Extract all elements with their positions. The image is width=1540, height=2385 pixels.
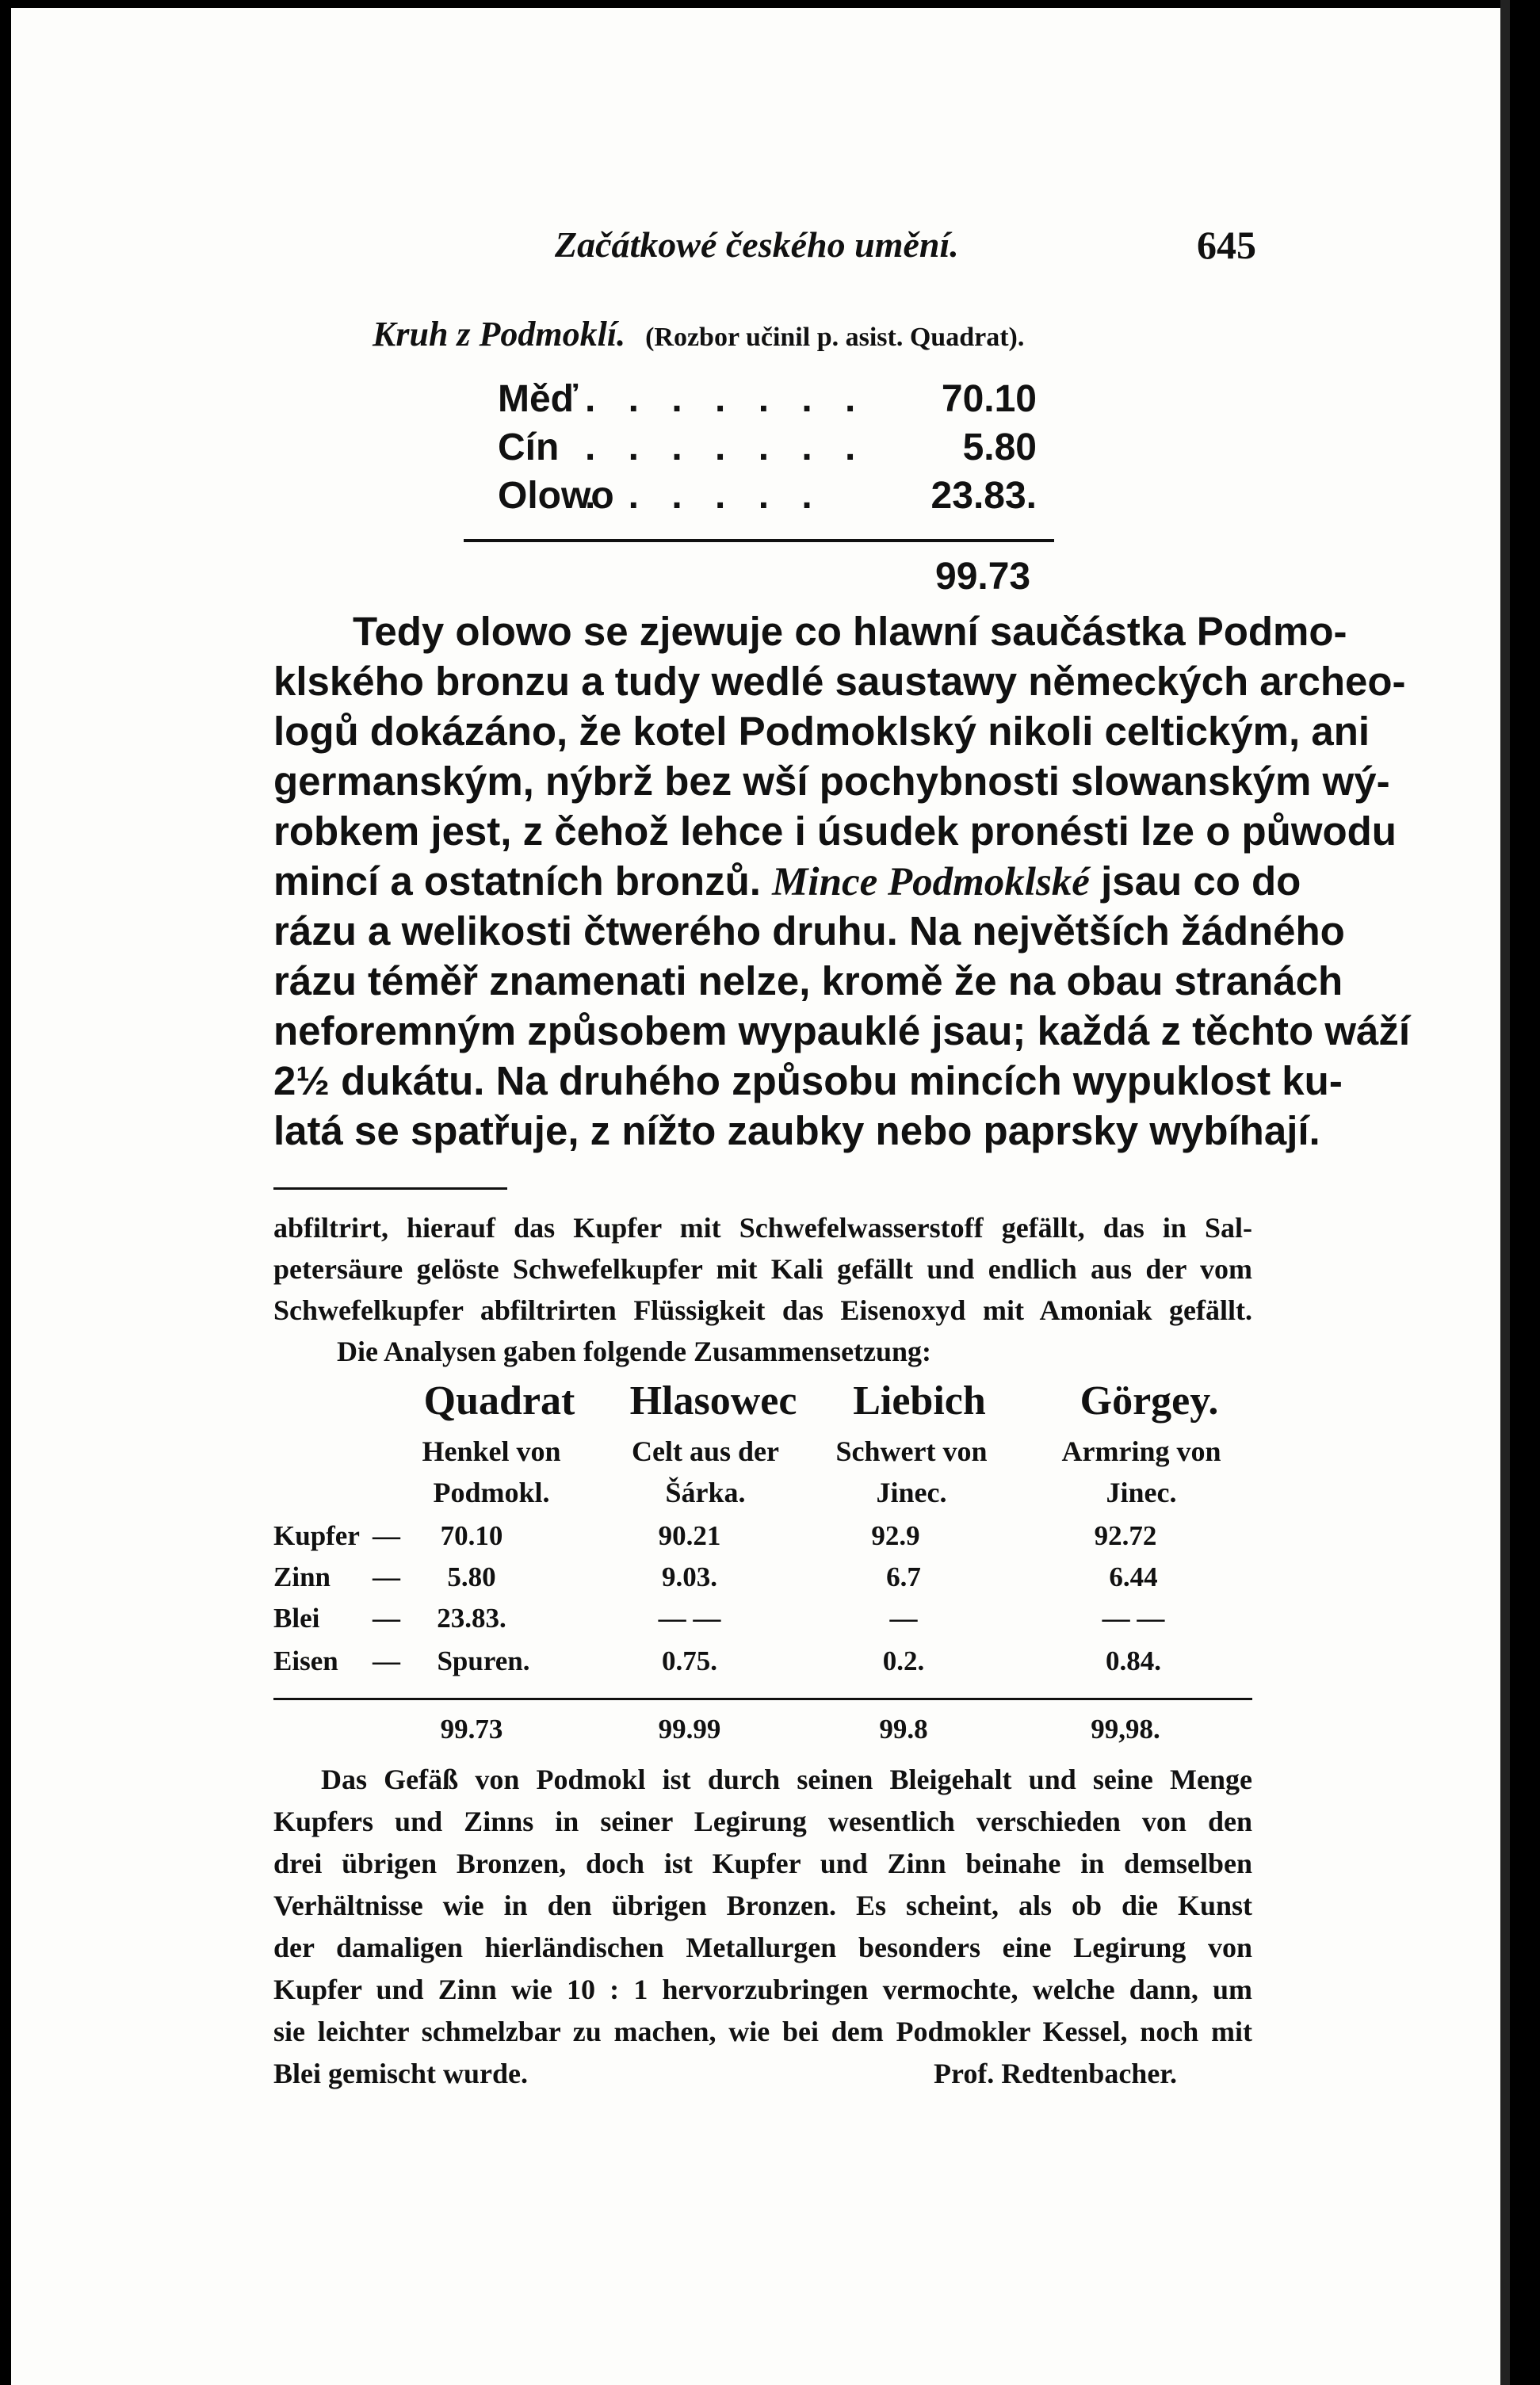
- analysis-heading: [373, 314, 1024, 354]
- paragraph-line: logů dokázáno, že kotel Podmoklský nikoli celtickým, ani: [273, 709, 1370, 754]
- composition-row: [498, 377, 1037, 425]
- table-cell: 6.7: [886, 1561, 921, 1592]
- table-total: 99.99: [658, 1714, 721, 1745]
- closing-line: Blei gemischt wurde.: [273, 2058, 528, 2089]
- table-subheader: Schwert von: [835, 1435, 988, 1467]
- closing-line: der damaligen hierländischen Metallurgen besonders eine Legirung von: [273, 1932, 1252, 1963]
- table-header: Liebich: [853, 1378, 986, 1424]
- table-cell: 5.80: [447, 1561, 496, 1592]
- analysis-name: Kruh z Podmoklí.: [373, 315, 626, 354]
- composition-label: Cín: [498, 426, 560, 468]
- composition-label: Měď: [498, 378, 579, 420]
- row-label: Eisen: [273, 1645, 338, 1676]
- closing-line: Verhältnisse wie in den übrigen Bronzen. Es scheint, als ob die Kunst: [273, 1890, 1252, 1921]
- main-paragraph: [273, 606, 1411, 1156]
- paragraph-line: germanským, nýbrž bez wší pochybnosti slowanským wý-: [273, 759, 1390, 804]
- analysis-note: (Rozbor učinil p. asist. Quadrat).: [645, 323, 1025, 352]
- footnote-line: abfiltrirt, hierauf das Kupfer mit Schwefelwasserstoff gefällt, das in Sal-: [273, 1212, 1252, 1244]
- composition-label: Olowo: [498, 475, 614, 517]
- table-subheader: Henkel von: [422, 1435, 561, 1467]
- table-sum-rule: [273, 1698, 1252, 1700]
- paragraph-line: klského bronzu a tudy wedlé saustawy německých archeo-: [273, 659, 1406, 704]
- row-dash: —: [373, 1645, 400, 1676]
- scan-edge-left: [0, 0, 11, 2385]
- footnote-line: petersäure gelöste Schwefelkupfer mit Kali gefällt und endlich aus der vom: [273, 1253, 1252, 1285]
- table-subheader: Armring von: [1061, 1435, 1221, 1467]
- row-dash: —: [373, 1520, 400, 1551]
- leader-dots: . . . . . .: [585, 475, 823, 517]
- author-signature: Prof. Redtenbacher.: [934, 2058, 1177, 2089]
- line-text: jsau co do: [1101, 858, 1301, 904]
- table-cell: 0.84.: [1106, 1645, 1161, 1676]
- line-text: mincí a ostatních bronzů.: [273, 858, 761, 904]
- table-cell: — —: [658, 1603, 721, 1634]
- paragraph-line: [273, 856, 1301, 906]
- composition-value: 70.10: [941, 378, 1037, 420]
- table-cell: 70.10: [440, 1520, 503, 1551]
- footnote-intro: Die Analysen gaben folgende Zusammensetzung:: [337, 1336, 932, 1367]
- running-header: Začátkowé českého umění.: [555, 224, 959, 265]
- paragraph-line: 2½ dukátu. Na druhého způsobu mincích wypuklost ku-: [273, 1058, 1343, 1103]
- table-subheader: Jinec.: [1106, 1477, 1177, 1508]
- table-cell: 90.21: [658, 1520, 721, 1551]
- row-label: Kupfer: [273, 1520, 360, 1551]
- page-number: 645: [1197, 223, 1256, 267]
- paragraph-line: Tedy olowo se zjewuje co hlawní saučástka Podmo-: [353, 609, 1347, 654]
- table-cell: 6.44: [1109, 1561, 1158, 1592]
- closing-line: Kupfer und Zinn wie 10 : 1 hervorzubringen vermochte, welche dann, um: [273, 1974, 1252, 2005]
- paragraph-line: rázu a welikosti čtwerého druhu. Na největších žádného: [273, 908, 1345, 954]
- table-cell: 23.83.: [437, 1603, 506, 1634]
- leader-dots: . . . . . . .: [585, 426, 867, 468]
- table-cell: 0.75.: [662, 1645, 717, 1676]
- composition-value: 23.83.: [930, 475, 1037, 517]
- table-header: Quadrat: [423, 1378, 575, 1424]
- table-cell: —: [889, 1603, 918, 1634]
- table-cell: 9.03.: [662, 1561, 717, 1592]
- paragraph-line: rázu téměř znamenati nelze, kromě že na obau stranách: [273, 958, 1343, 1003]
- table-subheader: Podmokl.: [433, 1477, 550, 1508]
- scan-edge-shadow: [1500, 0, 1510, 2385]
- footnote-rule: [273, 1187, 507, 1190]
- table-header: Görgey.: [1080, 1378, 1219, 1424]
- composition-total: 99.73: [935, 556, 1031, 598]
- table-cell: 92.72: [1094, 1520, 1157, 1551]
- row-label: Blei: [273, 1603, 320, 1634]
- composition-row: [498, 474, 1037, 522]
- closing-line: drei übrigen Bronzen, doch ist Kupfer und Zinn beinahe in demselben: [273, 1848, 1252, 1879]
- table-subheader: Jinec.: [876, 1477, 947, 1508]
- paragraph-line: latá se spatřuje, z nížto zaubky nebo paprsky wybíhají.: [273, 1108, 1320, 1153]
- table-cell: — —: [1102, 1603, 1165, 1634]
- closing-line: Kupfers und Zinns in seiner Legirung wesentlich verschieden von den: [273, 1806, 1252, 1837]
- table-total: 99.73: [440, 1714, 503, 1745]
- table-cell: 92.9: [871, 1520, 920, 1551]
- row-dash: —: [373, 1603, 400, 1634]
- table-subheader: Šárka.: [665, 1477, 746, 1508]
- composition-row: [498, 426, 1037, 473]
- row-dash: —: [373, 1561, 400, 1592]
- table-cell: 0.2.: [882, 1645, 925, 1676]
- table-subheader: Celt aus der: [632, 1435, 779, 1467]
- table-total: 99,98.: [1091, 1714, 1160, 1745]
- scan-edge-right: [1510, 0, 1540, 2385]
- composition-value: 5.80: [962, 426, 1037, 468]
- italic-phrase: Mince Podmoklské: [772, 860, 1090, 904]
- scan-edge-top: [0, 0, 1540, 8]
- leader-dots: . . . . . . .: [585, 378, 867, 420]
- sum-rule: [464, 539, 1054, 542]
- closing-line: sie leichter schmelzbar zu machen, wie bei dem Podmokler Kessel, noch mit: [273, 2016, 1252, 2047]
- table-cell: Spuren.: [437, 1645, 530, 1676]
- paragraph-line: neforemným způsobem wypauklé jsau; každá z těchto wáží: [273, 1008, 1411, 1053]
- closing-line: Das Gefäß von Podmokl ist durch seinen Bleigehalt und seine Menge: [321, 1764, 1252, 1795]
- table-total: 99.8: [879, 1714, 928, 1745]
- table-header: Hlasowec: [629, 1378, 797, 1424]
- row-label: Zinn: [273, 1561, 331, 1592]
- footnote-line: Schwefelkupfer abfiltrirten Flüssigkeit das Eisenoxyd mit Amoniak gefällt.: [273, 1294, 1252, 1326]
- paragraph-line: robkem jest, z čehož lehce i úsudek pronésti lze o půwodu: [273, 808, 1397, 854]
